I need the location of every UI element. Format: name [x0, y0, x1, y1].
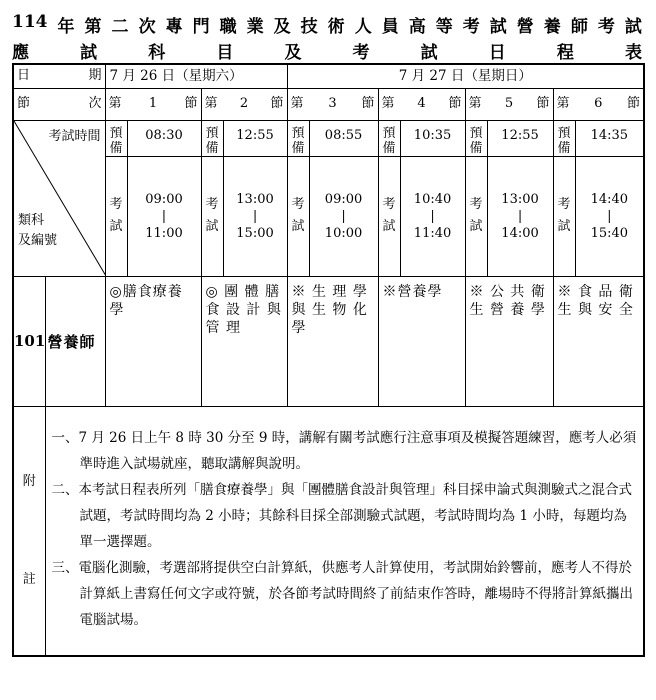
exam-range-4: 10:40 | 11:40 [400, 156, 465, 276]
session-row [13, 88, 644, 120]
session-3: 第 3 節 [290, 96, 375, 111]
category-row [13, 276, 644, 406]
title-char: 試 [624, 17, 642, 37]
title-char: 應 [12, 43, 29, 63]
exam-label-6: 考 試 [553, 156, 575, 276]
title-char: 職 [219, 17, 237, 37]
prep-time-2: 12:55 [223, 120, 287, 156]
exam-schedule-table [12, 63, 645, 657]
subject-6: ※ 食 品 衛 生 與 安 全 [553, 276, 644, 406]
prep-time-1: 08:30 [127, 120, 201, 156]
title-char: 114 [12, 12, 48, 32]
exam-time-label: 考試時間 [48, 128, 101, 144]
title-char: 門 [192, 17, 210, 37]
title-char: 營 [516, 17, 534, 37]
exam-label-2: 考 試 [201, 156, 223, 276]
diagonal-header-cell [13, 120, 105, 276]
exam-range-5: 13:00 | 14:00 [487, 156, 553, 276]
title-char: 年 [57, 17, 75, 37]
title-char: 考 [462, 17, 480, 37]
title-char: 試 [80, 43, 98, 63]
subject-1: ◎膳食療養學 [105, 276, 201, 406]
prep-label-2: 預 備 [201, 120, 223, 156]
document-title-line1 [12, 12, 642, 37]
prep-label-3: 預 備 [287, 120, 309, 156]
title-char: 表 [624, 43, 642, 63]
session-label: 節 次 [17, 96, 102, 111]
prep-time-6: 14:35 [575, 120, 644, 156]
prep-label-5: 預 備 [465, 120, 487, 156]
exam-range-1: 09:00 | 11:00 [127, 156, 201, 276]
day2-date: 7 月 27 日（星期日） [287, 64, 644, 88]
title-char: 及 [273, 17, 291, 37]
session-5: 第 5 節 [468, 96, 550, 111]
title-char: 考 [597, 17, 615, 37]
title-char: 高 [408, 17, 426, 37]
title-char: 師 [570, 17, 588, 37]
title-char: 日 [488, 43, 506, 63]
prep-time-row [13, 120, 644, 156]
note-item-1: 一、7 月 26 日上午 8 時 30 分至 9 時，講解有關考試應行注意事項及模擬答題練習，應考人必須準時進入試場就座，聽取講解與說明。 [51, 429, 637, 472]
title-char: 科 [148, 43, 166, 63]
prep-label-4: 預 備 [378, 120, 400, 156]
prep-time-4: 10:35 [400, 120, 465, 156]
notes-content [45, 406, 644, 656]
subject-3: ※ 生 理 學 與 生 物 化 學 [287, 276, 378, 406]
title-char: 及 [284, 43, 302, 63]
title-char: 目 [216, 43, 234, 63]
exam-range-3: 09:00 | 10:00 [309, 156, 378, 276]
title-char: 次 [138, 17, 156, 37]
title-char: 考 [352, 43, 370, 63]
note-item-2: 二、本考試日程表所列「膳食療養學」與「團體膳食設計與管理」科目採申論式與測驗式之混合式試題，考試時間均為 2 小時；其餘科目採全部測驗式試題，考試時間均為 1 小時，每題均為單一選擇題。 [51, 481, 632, 550]
title-char: 人 [354, 17, 372, 37]
session-1: 第 1 節 [108, 96, 198, 111]
session-4: 第 4 節 [381, 96, 462, 111]
document-title-line2 [12, 38, 642, 63]
notes-label: 附 註 [13, 406, 45, 656]
exam-time-row [13, 156, 644, 276]
session-6: 第 6 節 [556, 96, 641, 111]
title-char: 技 [300, 17, 318, 37]
exam-label-1: 考 試 [105, 156, 127, 276]
category-label: 類科 及編號 [18, 212, 58, 248]
subject-2: ◎ 團 體 膳 食 設 計 與 管 理 [201, 276, 287, 406]
title-char: 養 [543, 17, 561, 37]
prep-time-5: 12:55 [487, 120, 553, 156]
exam-label-3: 考 試 [287, 156, 309, 276]
notes-row [13, 406, 644, 656]
subject-5: ※ 公 共 衛 生 營 養 學 [465, 276, 553, 406]
date-row [13, 64, 644, 88]
exam-label-4: 考 試 [378, 156, 400, 276]
day1-date: 7 月 26 日（星期六） [105, 64, 287, 88]
category-name: 營養師 [45, 276, 105, 406]
category-code: 101 [13, 276, 45, 406]
title-char: 員 [381, 17, 399, 37]
exam-range-2: 13:00 | 15:00 [223, 156, 287, 276]
date-label: 日 期 [17, 68, 102, 83]
session-2: 第 2 節 [204, 96, 284, 111]
prep-label-6: 預 備 [553, 120, 575, 156]
title-char: 業 [246, 17, 264, 37]
prep-time-3: 08:55 [309, 120, 378, 156]
title-char: 試 [420, 43, 438, 63]
subject-4: ※營養學 [378, 276, 465, 406]
title-char: 專 [165, 17, 183, 37]
title-char: 二 [111, 17, 129, 37]
title-char: 第 [84, 17, 102, 37]
exam-range-6: 14:40 | 15:40 [575, 156, 644, 276]
title-char: 術 [327, 17, 345, 37]
note-item-3: 三、電腦化測驗，考選部將提供空白計算紙，供應考人計算使用，考試開始鈴響前，應考人不得於計算紙上書寫任何文字或符號，於各節考試時間終了前結束作答時，離場時不得將計算紙攜出電腦試場。 [51, 559, 633, 628]
diagonal-line [14, 121, 106, 276]
title-char: 試 [489, 17, 507, 37]
exam-label-5: 考 試 [465, 156, 487, 276]
title-char: 程 [556, 43, 574, 63]
prep-label-1: 預 備 [105, 120, 127, 156]
title-char: 等 [435, 17, 453, 37]
